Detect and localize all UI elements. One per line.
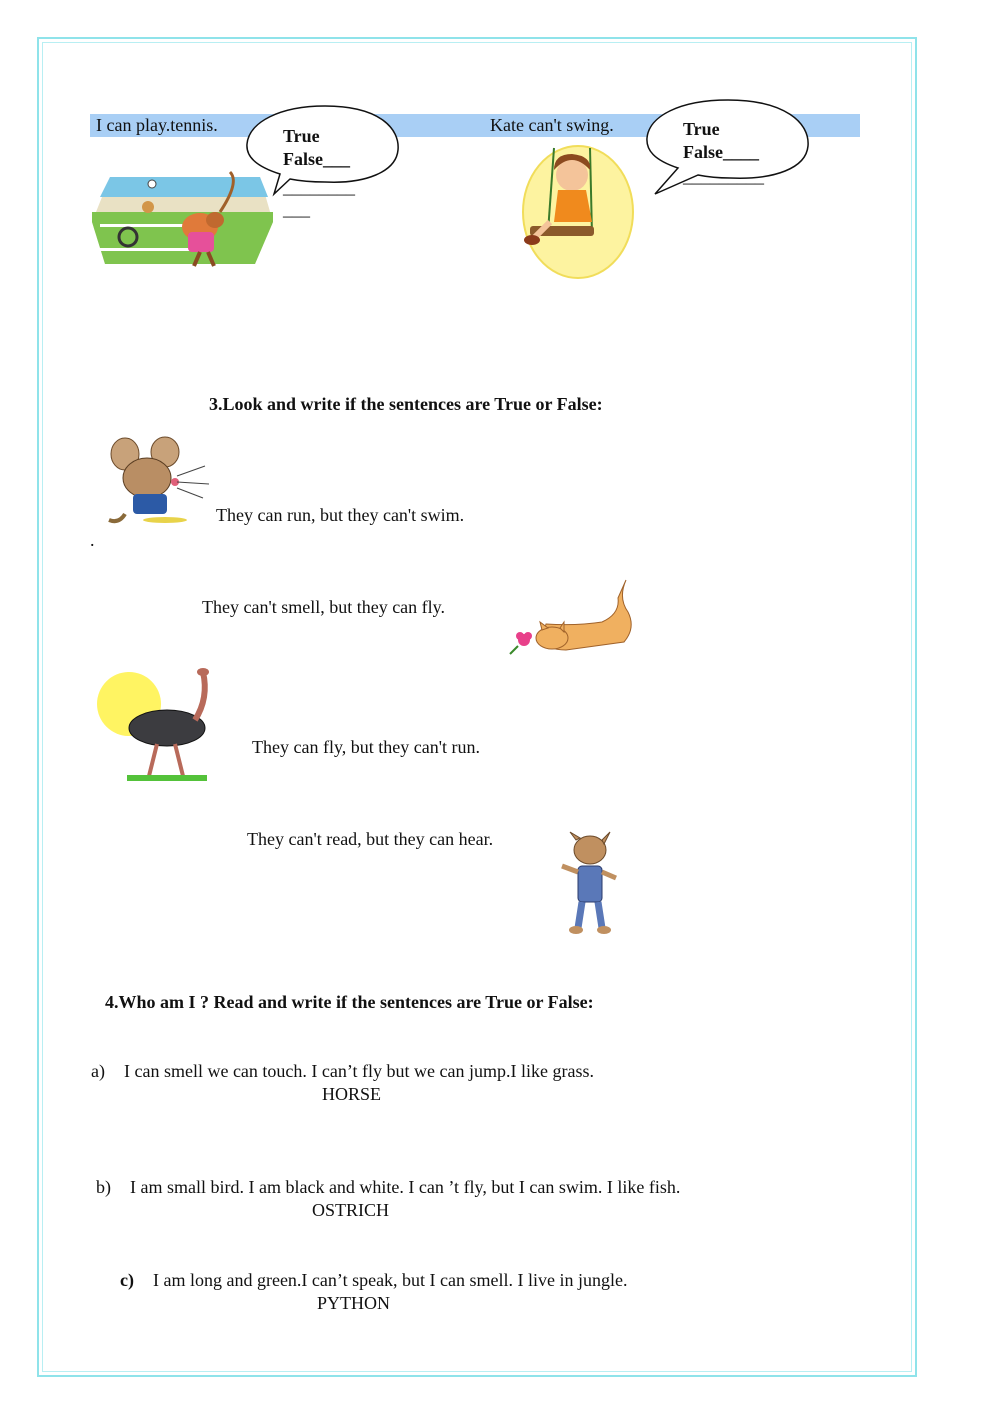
- item-b-answer: OSTRICH: [312, 1200, 390, 1220]
- item1-sentence: I can play.tennis.: [96, 115, 218, 135]
- mouse-picture: [105, 436, 215, 528]
- item-a: [91, 1061, 594, 1082]
- item-b-marker: b): [96, 1177, 111, 1197]
- bubble1-true: True: [283, 126, 320, 146]
- item-a-marker: a): [91, 1061, 105, 1081]
- sentence-mouse: They can run, but they can't swim.: [216, 505, 465, 525]
- monkeys-tennis-picture: [90, 172, 275, 272]
- section4-heading: 4.Who am I ? Read and write if the sentences are True or False:: [105, 992, 594, 1012]
- item1-answer-line-2[interactable]: ___: [283, 199, 310, 219]
- item-c: [120, 1270, 628, 1291]
- item-b-text: I am small bird. I am black and white. I can ’t fly, but I can swim. I like fish.: [130, 1177, 681, 1197]
- item-a-answer: HORSE: [322, 1084, 382, 1104]
- item-c-answer: PYTHON: [317, 1293, 391, 1313]
- cat-flower-picture: [506, 578, 638, 658]
- item-c-text: I am long and green.I can’t speak, but I can smell. I live in jungle.: [152, 1270, 628, 1290]
- sentence-dog: They can't read, but they can hear.: [247, 829, 494, 849]
- bubble1-false: False___: [283, 149, 350, 169]
- sentence-ostrich: They can fly, but they can't run.: [252, 737, 480, 757]
- dog-picture: [554, 832, 626, 936]
- bubble2-false: False____: [683, 142, 759, 162]
- item2-answer-line[interactable]: _________: [683, 166, 764, 186]
- girl-swing-picture: [520, 140, 640, 280]
- section3-heading: 3.Look and write if the sentences are True or False:: [209, 394, 603, 414]
- bubble2-true: True: [683, 119, 720, 139]
- item-b: [96, 1177, 680, 1198]
- item2-sentence: Kate can't swing.: [490, 115, 614, 135]
- ostrich-picture: [97, 668, 223, 786]
- item-a-text: I can smell we can touch. I can’t fly but we can jump.I like grass.: [123, 1061, 594, 1081]
- item1-answer-line[interactable]: ________: [283, 177, 355, 197]
- item-c-marker: c): [120, 1270, 134, 1290]
- stray-dot: .: [90, 530, 95, 550]
- sentence-cat: They can't smell, but they can fly.: [202, 597, 445, 617]
